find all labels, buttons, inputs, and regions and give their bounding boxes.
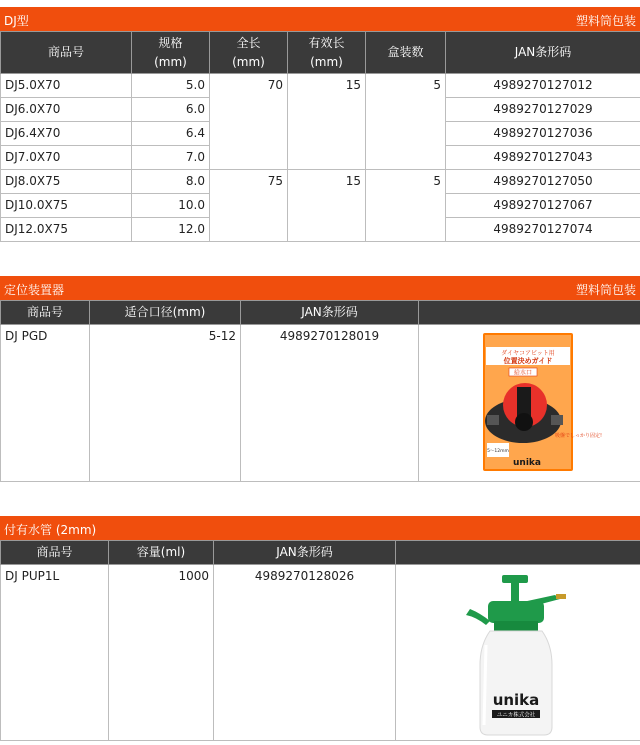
- product-size: 12.0: [132, 218, 210, 242]
- box-qty: 5: [366, 170, 446, 242]
- table-row: [1, 170, 640, 194]
- jan-code: 4989270128019: [241, 325, 419, 482]
- col-header-code: 商品号: [1, 541, 109, 565]
- jan-code: 4989270127012: [446, 74, 640, 98]
- svg-text:吸盤でしっかり固定!: 吸盤でしっかり固定!: [555, 433, 603, 439]
- table-row: [1, 565, 640, 741]
- col-header-capacity: 容量(ml): [109, 541, 214, 565]
- col-header-image: [396, 541, 640, 565]
- jan-code: 4989270128026: [214, 565, 396, 741]
- water-pump-table: [0, 540, 640, 741]
- jan-code: 4989270127067: [446, 194, 640, 218]
- col-header-code: 商品号: [1, 301, 90, 325]
- product-size: 7.0: [132, 146, 210, 170]
- section-bar-water-pump: [0, 516, 640, 540]
- section-bar-positioning-guide: [0, 276, 640, 300]
- total-length: 75: [210, 170, 288, 242]
- table-row: [1, 325, 640, 482]
- product-image-cell: [396, 565, 640, 741]
- table-header-row: [1, 541, 640, 565]
- positioning-guide-product-image: [423, 325, 635, 475]
- svg-text:5〜12mm: 5〜12mm: [487, 449, 509, 454]
- section-title: 定位装置器: [4, 283, 65, 297]
- jan-code: 4989270127043: [446, 146, 640, 170]
- col-header-jan: JAN条形码: [446, 32, 640, 74]
- section-title: DJ型: [4, 14, 29, 28]
- total-length: 70: [210, 74, 288, 170]
- svg-text:unika: unika: [513, 458, 541, 468]
- product-size: 10.0: [132, 194, 210, 218]
- jan-code: 4989270127074: [446, 218, 640, 242]
- col-header-total-length: 全长 (mm): [210, 32, 288, 74]
- col-header-code: 商品号: [1, 32, 132, 74]
- svg-text:給水口: 給水口: [513, 369, 533, 377]
- col-header-jan: JAN条形码: [214, 541, 396, 565]
- product-code: DJ PGD: [1, 325, 90, 482]
- section-packaging: 塑料筒包装: [575, 14, 636, 28]
- product-code: DJ8.0X75: [1, 170, 132, 194]
- svg-text:ダイヤコアビット用: ダイヤコアビット用: [501, 350, 555, 357]
- table-row: [1, 74, 640, 98]
- col-header-effective-length: 有效长 (mm): [288, 32, 366, 74]
- product-size: 5.0: [132, 74, 210, 98]
- section-bar-dj: [0, 7, 640, 31]
- section-title: 付有水管 (2mm): [4, 523, 97, 537]
- product-capacity: 1000: [109, 565, 214, 741]
- effective-length: 15: [288, 74, 366, 170]
- product-code: DJ6.4X70: [1, 122, 132, 146]
- product-size: 6.4: [132, 122, 210, 146]
- col-header-jan: JAN条形码: [241, 301, 419, 325]
- product-image-cell: [419, 325, 640, 482]
- col-header-image: [419, 301, 640, 325]
- product-code: DJ10.0X75: [1, 194, 132, 218]
- col-header-size: 规格 (mm): [132, 32, 210, 74]
- product-code: DJ PUP1L: [1, 565, 109, 741]
- jan-code: 4989270127029: [446, 98, 640, 122]
- table-header-row: [1, 32, 640, 74]
- product-code: DJ12.0X75: [1, 218, 132, 242]
- effective-length: 15: [288, 170, 366, 242]
- box-qty: 5: [366, 74, 446, 170]
- svg-text:unika: unika: [492, 691, 540, 709]
- product-code: DJ7.0X70: [1, 146, 132, 170]
- svg-text:ユニカ株式会社: ユニカ株式会社: [496, 712, 536, 719]
- col-header-box-qty: 盒装数: [366, 32, 446, 74]
- svg-text:位置決めガイド: 位置決めガイド: [503, 357, 553, 365]
- product-code: DJ6.0X70: [1, 98, 132, 122]
- product-code: DJ5.0X70: [1, 74, 132, 98]
- table-header-row: [1, 301, 640, 325]
- product-size: 6.0: [132, 98, 210, 122]
- section-packaging: 塑料筒包装: [575, 283, 636, 297]
- dj-spec-table: [0, 31, 640, 242]
- water-pump-product-image: [400, 565, 636, 737]
- col-header-diameter: 适合口径(mm): [90, 301, 241, 325]
- product-size: 8.0: [132, 170, 210, 194]
- positioning-guide-table: [0, 300, 640, 482]
- jan-code: 4989270127036: [446, 122, 640, 146]
- jan-code: 4989270127050: [446, 170, 640, 194]
- product-diameter: 5-12: [90, 325, 241, 482]
